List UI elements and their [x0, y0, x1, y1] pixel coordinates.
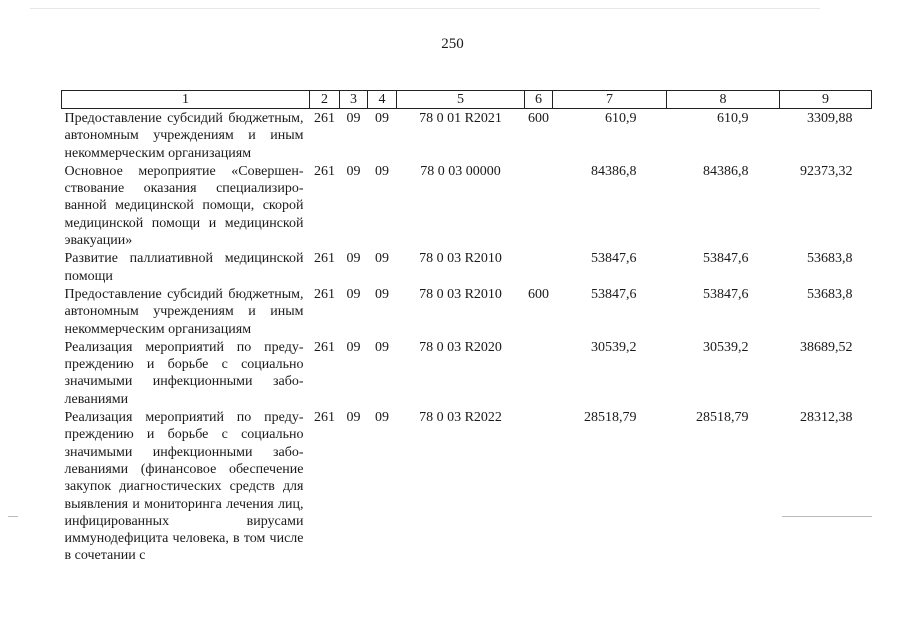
row-code-2: 261 [314, 339, 335, 355]
row-value-9: 53683,8 [807, 251, 853, 267]
row-code-6: 600 [528, 111, 549, 126]
row-value-9: 38689,52 [800, 339, 853, 355]
table-row [62, 338, 872, 408]
row-code-3: 09 [346, 339, 361, 355]
row-code-2: 261 [314, 286, 335, 302]
row-value-9: 28312,38 [800, 410, 853, 426]
row-value-9: 3309,88 [807, 111, 853, 126]
header-col-2: 2 [310, 91, 340, 109]
row-code-5: 78 0 03 R2020 [419, 339, 502, 355]
row-code-6 [525, 338, 553, 408]
row-value-8: 53847,6 [703, 251, 749, 267]
row-value-8: 610,9 [717, 111, 749, 126]
scan-artifact-left [8, 516, 18, 517]
table-row [62, 162, 872, 249]
header-col-9: 9 [780, 91, 872, 109]
header-col-6: 6 [525, 91, 553, 109]
row-value-7: 610,9 [605, 111, 637, 126]
row-code-3: 09 [346, 163, 361, 179]
row-code-6 [525, 249, 553, 285]
row-value-7: 28518,79 [584, 410, 637, 426]
row-description: Развитие паллиативной медицинской помощи [64, 251, 304, 284]
row-code-5: 78 0 03 R2010 [419, 286, 502, 302]
row-value-9: 92373,32 [800, 163, 853, 179]
row-code-3: 09 [346, 251, 361, 267]
row-code-5: 78 0 03 R2010 [419, 251, 502, 267]
table-row [62, 109, 872, 162]
row-code-4: 09 [375, 163, 389, 179]
scan-artifact-right [782, 516, 872, 517]
row-code-3: 09 [346, 410, 361, 426]
row-code-2: 261 [314, 251, 335, 267]
row-code-3: 09 [346, 286, 361, 302]
header-col-5: 5 [397, 91, 525, 109]
row-code-5: 78 0 03 00000 [420, 163, 501, 179]
row-code-4: 09 [375, 111, 389, 126]
header-col-1: 1 [62, 91, 310, 109]
row-value-8: 84386,8 [703, 163, 749, 179]
row-value-8: 28518,79 [696, 410, 749, 426]
row-value-7: 84386,8 [591, 163, 637, 179]
row-value-8: 30539,2 [703, 339, 749, 355]
row-code-6 [525, 162, 553, 249]
row-code-2: 261 [314, 410, 335, 426]
page-number: 250 [441, 36, 464, 52]
row-code-5: 78 0 03 R2022 [419, 410, 502, 426]
row-value-7: 30539,2 [591, 339, 637, 355]
row-value-7: 53847,6 [591, 286, 637, 302]
header-col-7: 7 [553, 91, 667, 109]
row-value-9: 53683,8 [807, 286, 853, 302]
budget-table [61, 90, 872, 565]
row-description: Предоставление субсидий бюджетным, автономным учреждениям и иным некоммерческим организациям [64, 286, 304, 337]
row-code-4: 09 [375, 251, 389, 267]
row-code-5: 78 0 01 R2021 [419, 111, 502, 126]
row-code-6: 600 [528, 286, 549, 302]
row-value-8: 53847,6 [703, 286, 749, 302]
row-code-2: 261 [314, 111, 335, 126]
row-value-7: 53847,6 [591, 251, 637, 267]
row-description: Реализация мероприятий по предупреждению и борьбе с социально значимыми инфекционными заболеваниями [64, 339, 304, 407]
row-code-4: 09 [375, 339, 389, 355]
table-row [62, 285, 872, 338]
row-code-4: 09 [375, 410, 389, 426]
table-header-row [62, 91, 872, 109]
row-description: Основное мероприятие «Совершенствование оказания специализированной медицинской помощи, скорой медицинской помощи и медицинской эвакуации» [64, 163, 304, 249]
row-code-4: 09 [375, 286, 389, 302]
table-row [62, 408, 872, 565]
header-col-4: 4 [368, 91, 397, 109]
row-code-3: 09 [346, 111, 361, 126]
row-description: Реализация мероприятий по предупреждению и борьбе с социально значимыми инфекционными заболеваниями (финансовое обеспечение закупок диагностических средств для выявления и мониторинга лечения лиц, инфицированных вирусами иммунодефицита человека, в том числе в сочетании с [64, 410, 304, 564]
header-col-8: 8 [667, 91, 780, 109]
table-row [62, 249, 872, 285]
row-code-6 [525, 408, 553, 565]
scan-artifact-top [30, 8, 820, 9]
row-description: Предоставление субсидий бюджетным, автономным учреждениям и иным некоммерческим организациям [64, 111, 304, 161]
header-col-3: 3 [340, 91, 368, 109]
row-code-2: 261 [314, 163, 335, 179]
